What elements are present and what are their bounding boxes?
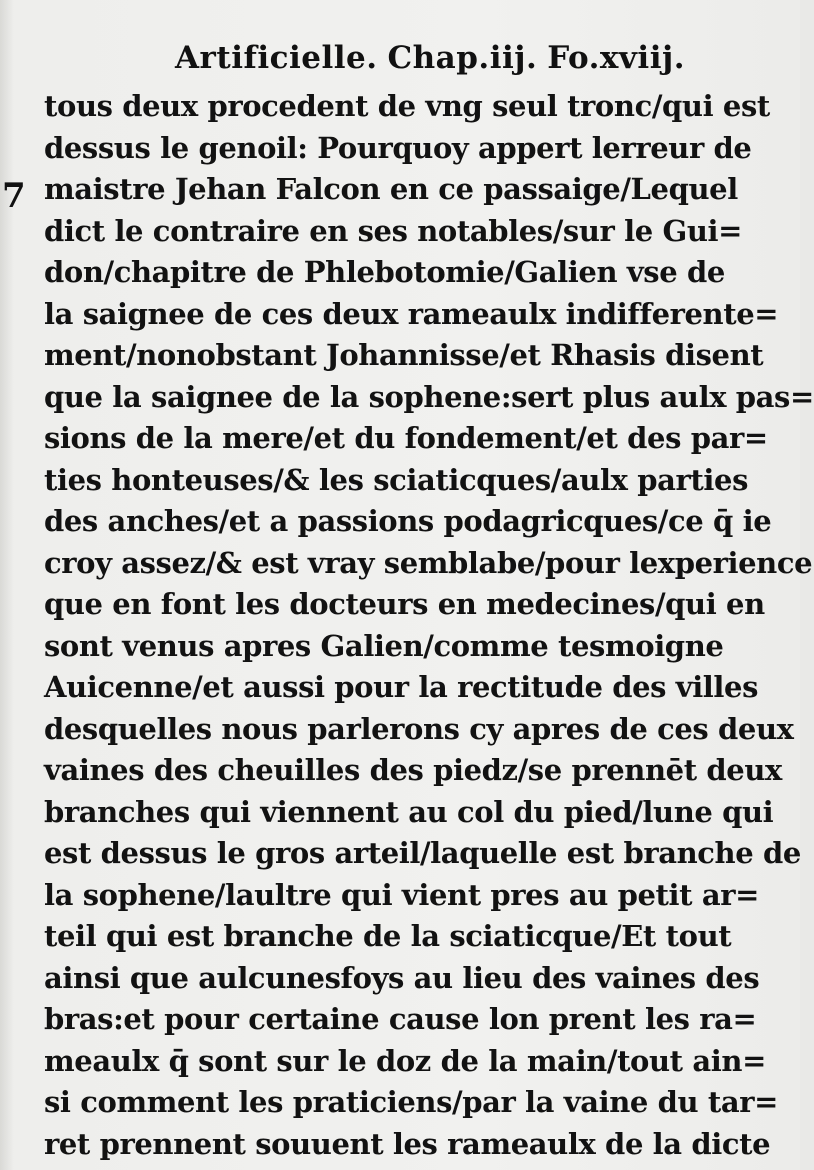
text-line: teil qui est branche de la sciaticque/Et tout [44,919,732,953]
header-folio: Fo.xviij. [547,40,685,76]
text-line: Auicenne/et aussi pour la rectitude des villes [44,670,759,704]
text-line: ment/nonobstant Johannisse/et Rhasis disent [44,338,764,372]
text-line: est dessus le gros arteil/laquelle est branche de [44,836,801,870]
text-line: dict le contraire en ses notables/sur le Gui= [44,213,743,248]
text-line: don/chapitre de Phlebotomie/Galien vse de [44,255,725,289]
text-line: maistre Jehan Falcon en ce passaige/Lequel [44,172,738,206]
text-line: branches qui viennent au col du pied/lune qui [44,794,774,829]
text-line: desquelles nous parlerons cy apres de ces deux [44,711,794,746]
header-chapter: Chap.iij. [387,40,538,76]
text-line: sions de la mere/et du fondement/et des par= [44,421,768,455]
text-line: ties honteuses/& les sciaticques/aulx parties [44,462,748,497]
text-line: bras:et pour certaine cause lon prent les ra= [44,1002,757,1036]
body-text [44,86,814,1165]
header-title: Artificielle. [175,40,378,76]
text-line: sont venus apres Galien/comme tesmoigne [44,628,724,663]
text-line: dessus le genoil: Pourquoy appert lerreur de [44,130,752,165]
text-line: des anches/et a passions podagricques/ce q̄ ie [44,504,772,538]
text-line: croy assez/& est vray semblabe/pour lexperience [44,545,813,580]
text-line: vaines des cheuilles des piedz/se prennēt deux [44,753,782,787]
text-line: tous deux procedent de vng seul tronc/qui est [44,89,770,123]
text-line: ainsi que aulcunesfoys au lieu des vaines des [44,960,760,995]
text-line: que en font les docteurs en medecines/qui en [44,587,765,621]
text-line: ret prennent souuent les rameaulx de la dicte [44,1126,771,1161]
margin-annotation: 7 [2,176,26,216]
running-header [175,40,685,76]
text-line: meaulx q̄ sont sur le doz de la main/tout ain= [44,1043,766,1078]
text-line: la saignee de ces deux rameaulx indifferente= [44,296,779,331]
text-line: la sophene/laultre qui vient pres au petit ar= [44,877,760,912]
text-line: que la saignee de la sophene:sert plus aulx pas= [44,379,814,414]
text-line: si comment les praticiens/par la vaine du tar= [44,1085,779,1119]
